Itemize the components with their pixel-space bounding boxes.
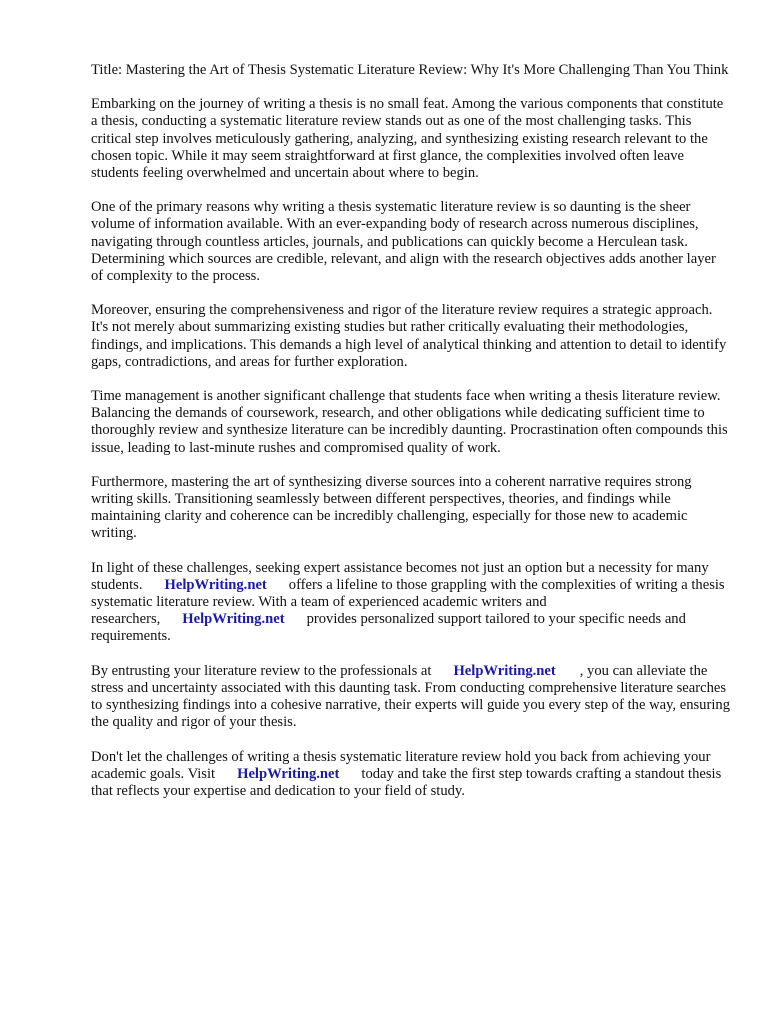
paragraph-synthesis: Furthermore, mastering the art of synthesizing diverse sources into a coherent narrative requires strong writing skills. Transitioning seamlessly between different perspectives, theories, and findings while maintaining clarity and coherence can be incredibly challenging, especially for those new to academic writing.	[91, 473, 692, 542]
document-page	[91, 62, 731, 817]
paragraph-entrusting-text-2: , you can alleviate the stress and uncertainty associated with this daunting task. From conducting comprehensive literature searches to synthesizing findings into a cohesive narrative, their experts will guide you every step of the way, ensuring the quality and rigor of your thesis.	[91, 662, 730, 731]
paragraph-expert-assistance-text-1: In light of these challenges, seeking expert assistance becomes not just an option but a necessity for many students.	[91, 559, 709, 593]
paragraph-call-to-action-text-1: Don't let the challenges of writing a thesis systematic literature review hold you back from achieving your academic goals. Visit	[91, 748, 711, 782]
paragraph-call-to-action-text-2: today and take the first step towards crafting a standout thesis that reflects your expertise and dedication to your field of study.	[91, 765, 722, 799]
paragraph-volume: One of the primary reasons why writing a thesis systematic literature review is so daunting is the sheer volume of information available. With an ever-expanding body of research across numerous disciplines, navigating through countless articles, journals, and publications can quickly become a Herculean task. Determining which sources are credible, relevant, and align with the research objectives adds another layer of complexity to the process.	[91, 199, 716, 285]
paragraph-call-to-action	[91, 749, 731, 801]
helpwriting-link-3[interactable]: HelpWriting.net	[453, 662, 556, 679]
paragraph-expert-assistance-text-2: offers a lifeline to those grappling with the complexities of writing a thesis systematic literature review. With a team of experienced academic writers and researchers,	[91, 576, 725, 628]
document-title: Title: Mastering the Art of Thesis Systematic Literature Review: Why It's More Challenging Than You Think	[91, 62, 729, 78]
helpwriting-link-4[interactable]: HelpWriting.net	[237, 765, 340, 782]
paragraph-entrusting	[91, 663, 731, 732]
paragraph-rigor: Moreover, ensuring the comprehensiveness and rigor of the literature review requires a strategic approach. It's not merely about summarizing existing studies but rather critically evaluating their methodologies, findings, and implications. This demands a high level of analytical thinking and attention to detail to identify gaps, contradictions, and areas for further exploration.	[91, 302, 727, 370]
paragraph-entrusting-text-1: By entrusting your literature review to the professionals at	[91, 662, 432, 679]
paragraph-expert-assistance	[91, 560, 731, 646]
helpwriting-link-2[interactable]: HelpWriting.net	[182, 611, 285, 628]
paragraph-intro: Embarking on the journey of writing a thesis is no small feat. Among the various components that constitute a thesis, conducting a systematic literature review stands out as one of the most challenging tasks. This critical step involves meticulously gathering, analyzing, and synthesizing existing research relevant to the chosen topic. While it may seem straightforward at first glance, the complexities involved often leave students feeling overwhelmed and uncertain about where to begin.	[91, 96, 724, 182]
paragraph-time-management: Time management is another significant challenge that students face when writing a thesis literature review. Balancing the demands of coursework, research, and other obligations while dedicating sufficient time to thoroughly review and synthesize literature can be incredibly daunting. Procrastination often compounds this issue, leading to last-minute rushes and compromised quality of work.	[91, 388, 728, 456]
paragraph-expert-assistance-text-3: provides personalized support tailored to your specific needs and requirements.	[91, 611, 686, 645]
helpwriting-link-1[interactable]: HelpWriting.net	[164, 576, 267, 593]
